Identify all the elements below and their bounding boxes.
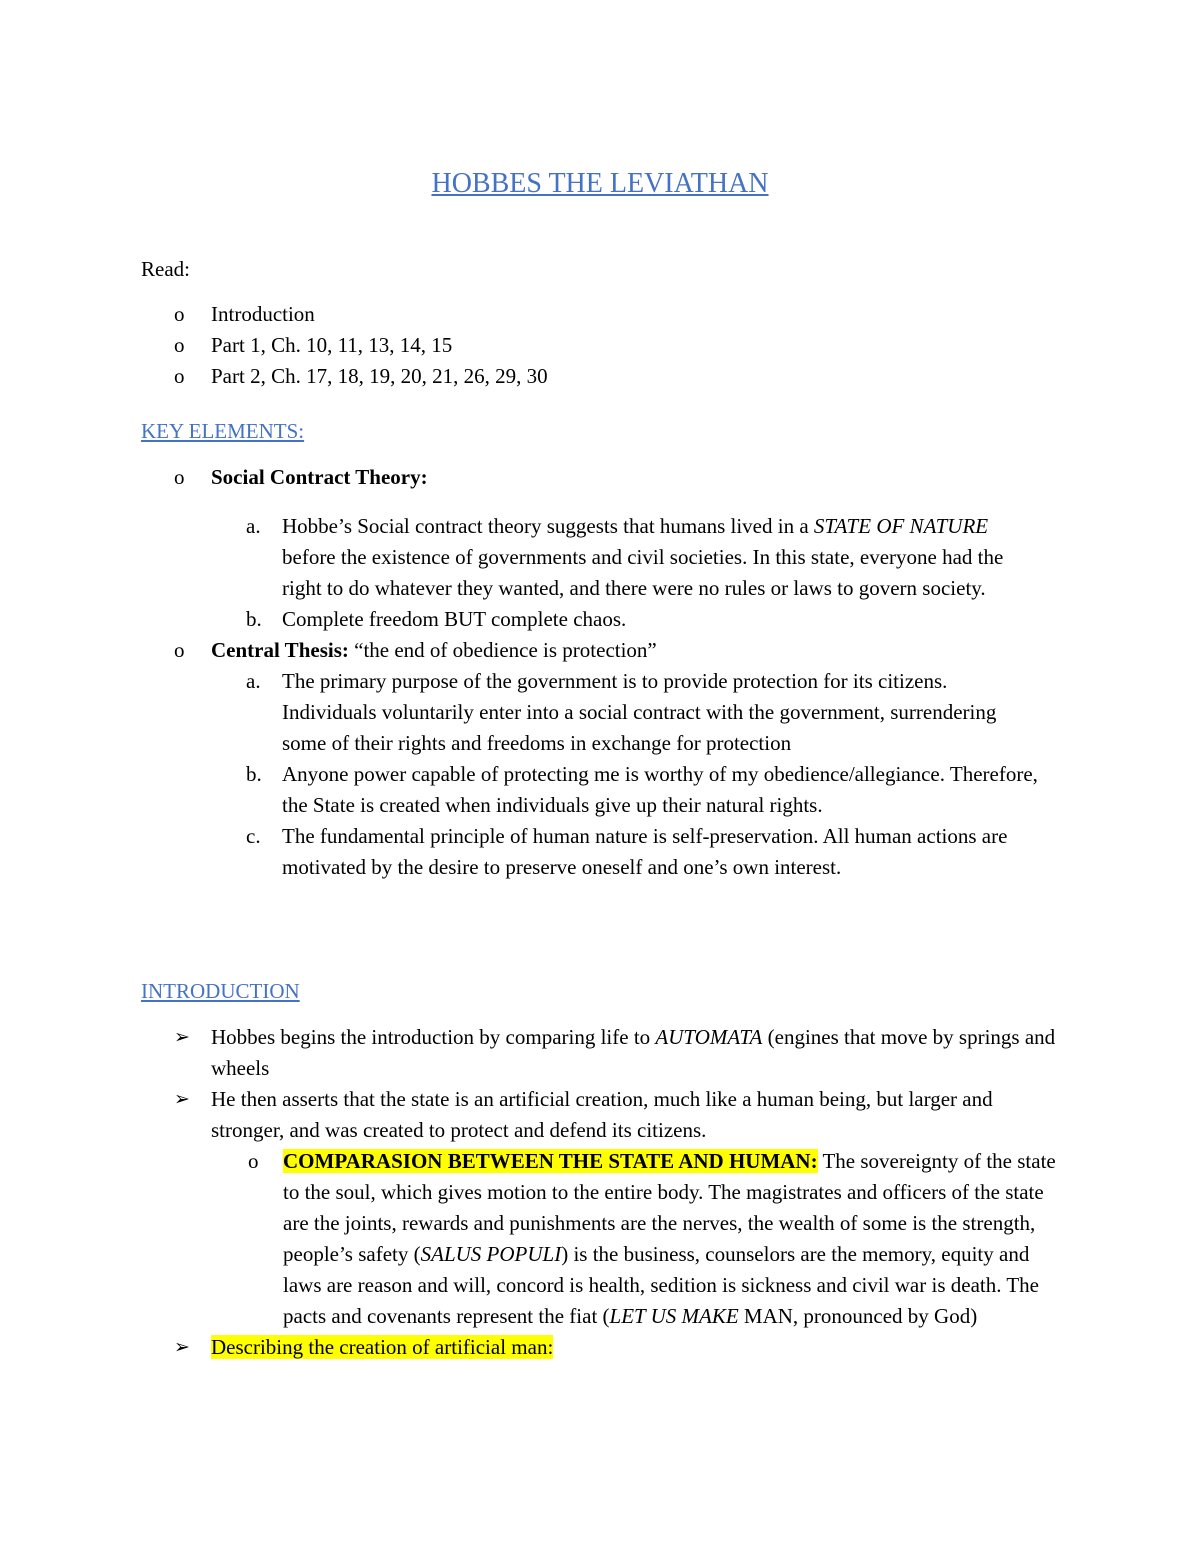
key-elements-heading: KEY ELEMENTS:: [141, 419, 305, 443]
central-thesis-item: [0, 635, 1041, 883]
list-item: ➢ He then asserts that the state is an artificial creation, much like a human being, but larger and stronger, and was created to protect and defend its citizens. o COMPARASION BETWEEN THE STATE AND HUMAN: The sovereignty of the state to the soul, which gives motion to the entire body. The magistrates and officers of the state are the joints, rewards and punishments are the nerves, the wealth of some is the strength, people’s safety (SALUS POPULI) is the business, counselors are the memory, equity and laws are reason and will, concord is health, sedition is sickness and civil war is death. The pacts and covenants represent the fiat (LET US MAKE MAN, pronounced by God): [0, 1084, 1061, 1332]
social-contract-sublist: [0, 511, 1041, 635]
introduction-list: [0, 1022, 1200, 1363]
arrow-bullet-icon: ➢: [174, 1088, 190, 1110]
arrow-bullet-icon: ➢: [174, 1336, 190, 1358]
artificial-man-highlight: Describing the creation of artificial man:: [211, 1335, 554, 1359]
list-item: a. The primary purpose of the government is to provide protection for its citizens. Individuals voluntarily enter into a social contract with the government, surrendering some of their rights and freedoms in exchange for protection: [246, 669, 997, 755]
list-item: o Introduction: [0, 299, 1041, 330]
circle-bullet-icon: o: [174, 333, 185, 357]
list-item: a. Hobbe’s Social contract theory suggests that humans lived in a STATE OF NATURE before the existence of governments and civil societies. In this state, everyone had the right to do whatever they wanted, and there were no rules or laws to govern society.: [246, 514, 1004, 600]
reading-list: [0, 299, 1200, 392]
document-title: HOBBES THE LEVIATHAN: [431, 168, 769, 199]
list-item: b. Complete freedom BUT complete chaos.: [246, 607, 627, 631]
social-contract-item: [0, 462, 1041, 635]
list-item: o Part 2, Ch. 17, 18, 19, 20, 21, 26, 29, 30: [0, 361, 1041, 392]
circle-bullet-icon: o: [174, 302, 185, 326]
circle-bullet-icon: o: [174, 364, 185, 388]
list-item: [0, 1332, 1061, 1363]
comparison-sublist: [211, 1146, 1061, 1332]
circle-bullet-icon: o: [174, 638, 185, 662]
central-thesis-label: Central Thesis:: [211, 638, 349, 662]
list-item: o Part 1, Ch. 10, 11, 13, 14, 15: [0, 330, 1041, 361]
key-elements-list: [0, 462, 1200, 883]
list-item: b. Anyone power capable of protecting me is worthy of my obedience/allegiance. Therefore, the State is created when individuals give up their natural rights.: [246, 762, 1038, 817]
central-thesis-sublist: [0, 666, 1041, 883]
social-contract-label: Social Contract Theory:: [211, 465, 428, 489]
read-label: Read:: [141, 257, 190, 281]
introduction-heading: INTRODUCTION: [141, 979, 300, 1003]
comparison-label: COMPARASION BETWEEN THE STATE AND HUMAN:: [283, 1149, 818, 1173]
arrow-bullet-icon: ➢: [174, 1026, 190, 1048]
central-thesis-quote: “the end of obedience is protection”: [348, 638, 657, 662]
circle-bullet-icon: o: [174, 465, 185, 489]
list-item: ➢ Hobbes begins the introduction by comparing life to AUTOMATA (engines that move by springs and wheels: [0, 1022, 1061, 1084]
circle-bullet-icon: o: [248, 1149, 259, 1173]
list-item: c. The fundamental principle of human nature is self-preservation. All human actions are motivated by the desire to preserve oneself and one’s own interest.: [246, 824, 1008, 879]
list-item: o COMPARASION BETWEEN THE STATE AND HUMAN: The sovereignty of the state to the soul, which gives motion to the entire body. The magistrates and officers of the state are the joints, rewards and punishments are the nerves, the wealth of some is the strength, people’s safety (SALUS POPULI) is the business, counselors are the memory, equity and laws are reason and will, concord is health, sedition is sickness and civil war is death. The pacts and covenants represent the fiat (LET US MAKE MAN, pronounced by God): [0, 1146, 1063, 1332]
